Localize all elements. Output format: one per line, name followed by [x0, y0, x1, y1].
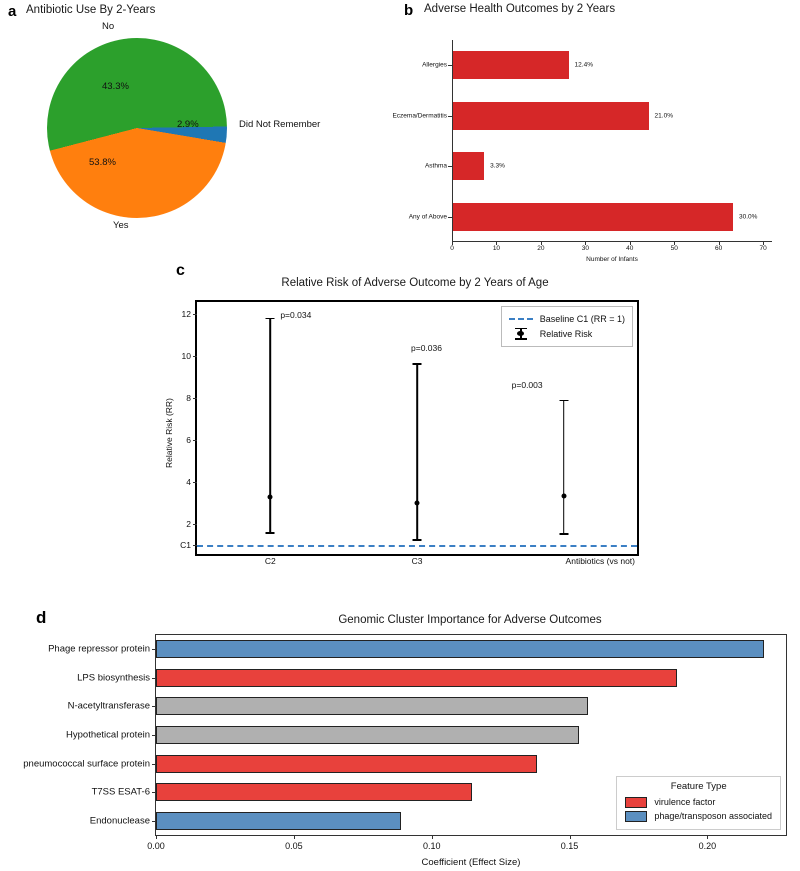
c-errorbar-cap — [266, 318, 275, 320]
b-y-tick-mark — [448, 166, 452, 167]
c-legend-item-baseline — [509, 311, 625, 326]
d-category-label: pneumococcal surface protein — [23, 758, 150, 770]
d-bar — [156, 726, 579, 744]
panel-d-genomic-cluster — [0, 600, 800, 871]
d-y-tick-mark — [152, 821, 156, 822]
c-point-marker — [415, 500, 420, 505]
panel-a-antibiotic-use — [0, 0, 400, 262]
c-errorbar-cap — [413, 539, 422, 541]
b-data-label: 30.0% — [739, 213, 758, 221]
c-point-marker — [561, 494, 566, 499]
d-category-label: T7SS ESAT-6 — [91, 786, 150, 798]
dashed-line-icon — [509, 318, 533, 320]
c-errorbar-line — [416, 363, 418, 539]
c-pvalue-annotation: p=0.003 — [511, 379, 543, 390]
d-x-tick-label: 0.00 — [147, 841, 165, 851]
b-x-tick-label: 30 — [581, 245, 589, 252]
d-x-tick-mark — [432, 835, 433, 839]
panel-b-label: b — [404, 2, 414, 19]
c-pvalue-annotation: p=0.034 — [280, 309, 312, 320]
b-category-label: Eczema/Dermatitis — [392, 112, 447, 120]
c-x-tick-label: C3 — [411, 556, 423, 566]
c-y-tick-mark — [193, 356, 197, 357]
b-x-tick-label: 10 — [492, 245, 501, 252]
c-baseline-dashed-line — [197, 545, 637, 547]
bar-chart-genomic-cluster — [23, 634, 787, 868]
d-bar — [156, 755, 537, 773]
c-y-tick-label: 10 — [181, 350, 191, 361]
c-errorbar-cap — [266, 532, 275, 534]
panel-c-relative-risk — [150, 258, 670, 608]
b-bar — [453, 203, 733, 231]
d-bar — [156, 697, 588, 715]
b-x-tick-label: 0 — [450, 245, 454, 252]
c-errorbar-cap — [559, 533, 568, 535]
c-legend-label-baseline: Baseline C1 (RR = 1) — [539, 313, 625, 324]
panel-a-title: Antibiotic Use By 2-Years — [26, 4, 156, 16]
b-x-tick-mark — [719, 242, 720, 245]
b-bar — [453, 152, 484, 180]
b-x-axis-line — [452, 241, 772, 242]
panel-c-label: c — [176, 262, 185, 279]
pie-value-no: 43.3% — [102, 81, 129, 92]
d-x-tick-mark — [294, 835, 295, 839]
panel-d-label: d — [36, 608, 47, 627]
b-x-axis-label: Number of Infants — [586, 256, 638, 263]
c-errorbar-cap — [559, 400, 568, 402]
c-errorbar-line — [563, 400, 565, 533]
b-x-tick-mark — [541, 242, 542, 245]
b-bar — [453, 51, 569, 79]
c-legend-item-relative-risk — [509, 326, 625, 341]
color-swatch-icon-phage — [625, 811, 647, 822]
d-x-tick-mark — [707, 835, 708, 839]
b-y-tick-mark — [448, 65, 452, 66]
d-category-label: Endonuclease — [89, 815, 150, 827]
c-legend-label-relative-risk: Relative Risk — [539, 328, 593, 339]
b-x-tick-mark — [496, 242, 497, 245]
errorbar-icon — [509, 328, 533, 340]
d-bar — [156, 669, 677, 687]
c-y-tick-mark — [193, 440, 197, 441]
b-x-tick-mark — [674, 242, 675, 245]
d-legend-item-phage — [625, 809, 772, 823]
d-y-tick-mark — [152, 792, 156, 793]
c-pvalue-annotation: p=0.036 — [411, 342, 442, 353]
b-data-label: 12.4% — [574, 61, 593, 69]
d-x-tick-label: 0.10 — [422, 841, 441, 851]
b-y-tick-mark — [448, 116, 452, 117]
d-category-label: N-acetyltransferase — [67, 700, 150, 712]
c-y-tick-label: 6 — [186, 434, 191, 445]
pie-label-yes: Yes — [113, 220, 129, 231]
d-x-tick-mark — [570, 835, 571, 839]
pie-value-yes: 53.8% — [89, 157, 116, 168]
b-x-tick-label: 50 — [670, 245, 678, 252]
c-y-tick-label: 2 — [186, 518, 191, 529]
d-y-tick-mark — [152, 678, 156, 679]
d-x-tick-mark — [156, 835, 157, 839]
panel-c-y-axis-label: Relative Risk (RR) — [164, 398, 174, 468]
d-legend-label-virulence: virulence factor — [654, 797, 716, 807]
d-bar — [156, 783, 472, 801]
d-legend-label-phage: phage/transposon associated — [654, 811, 772, 821]
c-y-tick-label: 4 — [186, 476, 191, 487]
d-x-axis-label: Coefficient (Effect Size) — [421, 857, 521, 868]
d-legend-item-virulence — [625, 795, 772, 809]
c-point-marker — [268, 495, 273, 500]
pie-slices — [47, 38, 227, 218]
d-category-label: LPS biosynthesis — [77, 672, 150, 684]
panel-d-title: Genomic Cluster Importance for Adverse Outcomes — [338, 614, 602, 626]
c-x-tick-label: C2 — [264, 556, 276, 566]
d-x-tick-label: 0.05 — [285, 841, 303, 851]
c-y-tick-mark — [193, 545, 197, 546]
pie-label-did-not-remember: Did Not Remember — [239, 119, 321, 130]
b-data-label: 3.3% — [490, 162, 505, 170]
c-y-tick-mark — [193, 482, 197, 483]
c-x-tick-label: Antibiotics (vs not) — [565, 556, 635, 566]
pie-value-did-not-remember: 2.9% — [177, 119, 199, 130]
d-y-tick-mark — [152, 706, 156, 707]
d-y-tick-mark — [152, 735, 156, 736]
color-swatch-icon-virulence — [625, 797, 647, 808]
b-x-tick-mark — [763, 242, 764, 245]
panel-a-label: a — [8, 3, 17, 20]
d-bar — [156, 812, 401, 830]
b-x-tick-label: 60 — [715, 245, 723, 252]
d-y-tick-mark — [152, 649, 156, 650]
c-y-tick-mark — [193, 314, 197, 315]
b-x-tick-mark — [630, 242, 631, 245]
c-y-tick-label: 12 — [181, 308, 191, 319]
b-category-label: Any of Above — [408, 213, 447, 221]
c-errorbar-line — [270, 318, 272, 532]
d-x-tick-label: 0.15 — [560, 841, 579, 851]
panel-b-adverse-outcomes — [392, 0, 800, 265]
panel-b-title: Adverse Health Outcomes by 2 Years — [424, 3, 616, 15]
c-y-tick-label: 8 — [186, 392, 191, 403]
c-y-tick-mark — [193, 398, 197, 399]
b-x-tick-mark — [585, 242, 586, 245]
pie-chart-antibiotic-use — [47, 21, 321, 231]
d-category-label: Hypothetical protein — [66, 729, 150, 741]
d-category-label: Phage repressor protein — [48, 643, 150, 655]
b-category-label: Allergies — [422, 61, 447, 69]
b-x-tick-label: 40 — [626, 245, 634, 252]
b-x-tick-mark — [452, 242, 453, 245]
bar-chart-adverse-outcomes — [392, 40, 772, 263]
d-y-tick-mark — [152, 764, 156, 765]
c-y-tick-mark — [193, 524, 197, 525]
pie-label-no: No — [102, 21, 115, 32]
d-legend-title: Feature Type — [670, 781, 727, 792]
d-legend — [616, 776, 781, 830]
b-y-tick-mark — [448, 217, 452, 218]
errorbar-plot-relative-risk — [180, 300, 639, 566]
d-x-tick-label: 0.20 — [698, 841, 717, 851]
c-errorbar-cap — [413, 363, 422, 365]
c-legend — [501, 306, 633, 347]
c-y-tick-label: C1 — [180, 539, 191, 550]
b-category-label: Asthma — [424, 162, 447, 170]
d-bar — [156, 640, 764, 658]
b-data-label: 21.0% — [654, 112, 673, 120]
b-x-tick-label: 20 — [537, 245, 545, 252]
b-x-tick-label: 70 — [759, 245, 767, 252]
b-bar — [453, 102, 649, 130]
panel-c-title: Relative Risk of Adverse Outcome by 2 Years of Age — [281, 277, 549, 289]
